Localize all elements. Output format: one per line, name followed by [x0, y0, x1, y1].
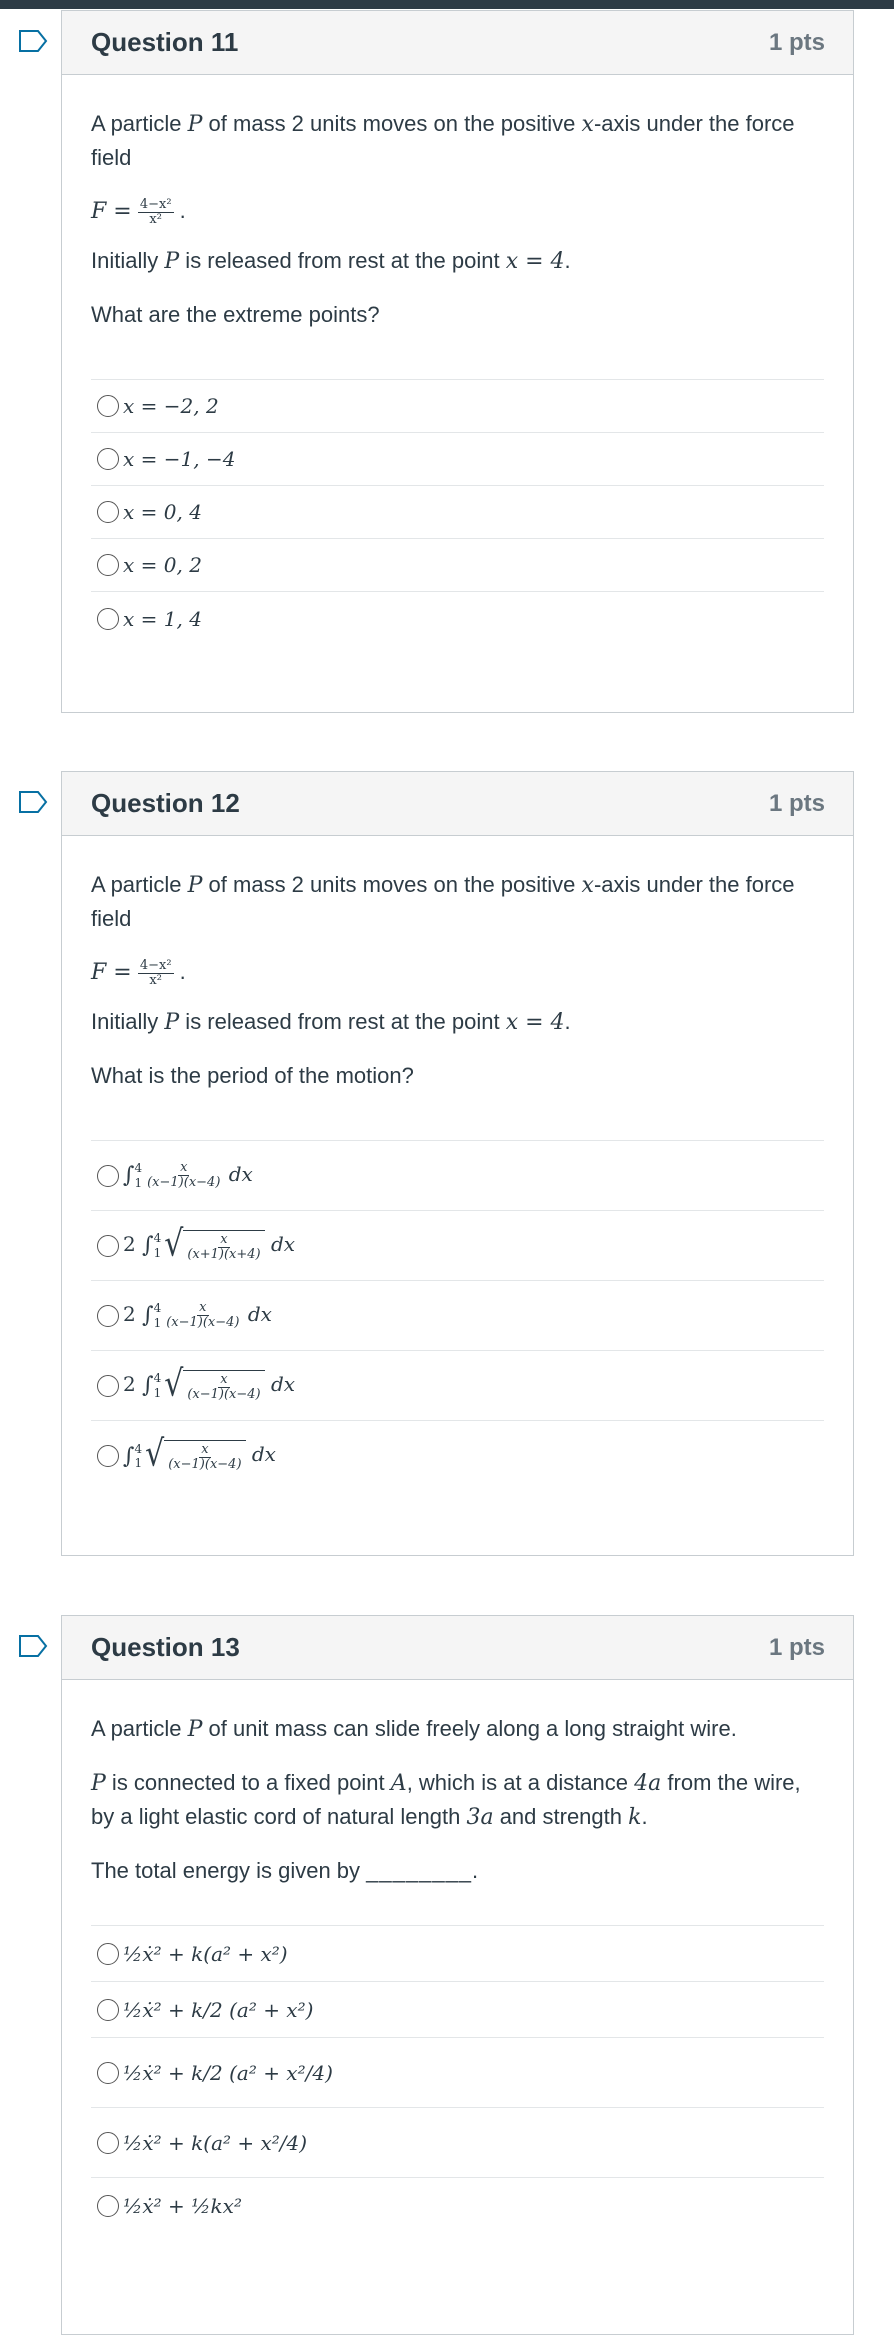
answer-expression: ½ẋ² + k/2 (a² + x²/4) [123, 2060, 333, 2085]
radio-button[interactable] [97, 448, 119, 470]
radio-button[interactable] [97, 1375, 119, 1397]
radio-button[interactable] [97, 1235, 119, 1257]
answer-option[interactable] [91, 1421, 824, 1491]
radio-button[interactable] [97, 1999, 119, 2021]
answer-option[interactable]: x = 0, 4 [91, 486, 824, 539]
flag-question-icon[interactable] [18, 29, 48, 53]
answer-expression: ∫ 4 1 $\frac{x}{(x-1)(x-4)}$ dx [123, 1160, 253, 1190]
question-title: Question 12 [91, 788, 240, 818]
answer-option[interactable] [91, 1926, 824, 1982]
answer-list [91, 1925, 824, 2234]
radio-button[interactable] [97, 554, 119, 576]
question-header [62, 772, 853, 836]
force-formula: F = $\frac{\text{4−x²}}{\text{x²}}$ . [91, 197, 186, 227]
answer-option[interactable]: x = 1, 4 [91, 592, 824, 645]
answer-option[interactable] [91, 2178, 824, 2234]
radio-button[interactable] [97, 2062, 119, 2084]
answer-option[interactable] [91, 1351, 824, 1421]
radio-button[interactable] [97, 2195, 119, 2217]
intro-paragraph: A particle P of mass 2 units moves on the positive x-axis under the force field [91, 872, 795, 931]
answer-option[interactable] [91, 1141, 824, 1211]
answer-option[interactable]: x = 0, 2 [91, 539, 824, 592]
answer-list [91, 379, 824, 645]
question-prompt: The total energy is given by ________. [91, 1858, 480, 1883]
question-text [91, 107, 824, 331]
initial-condition: Initially P is released from rest at the point x = 4. [91, 1009, 571, 1035]
answer-option[interactable] [91, 2108, 824, 2178]
question-points: 1 pts [768, 28, 825, 56]
radio-button[interactable] [97, 2132, 119, 2154]
radio-button[interactable] [97, 1943, 119, 1965]
answer-expression: ½ẋ² + k(a² + x²/4) [123, 2130, 308, 2155]
question-title: Question 11 [91, 27, 239, 57]
question-title: Question 13 [91, 1632, 240, 1662]
answer-expression: 2 ∫ 4 1 √ $\frac{x}{(x+1)(x+4)}$ dx [123, 1223, 296, 1266]
question-header [62, 1616, 853, 1680]
question-text [91, 868, 824, 1092]
force-formula: F = $\frac{\text{4−x²}}{\text{x²}}$ . [91, 958, 186, 988]
radio-button[interactable] [97, 1305, 119, 1327]
flag-question-icon[interactable] [18, 1634, 48, 1658]
question-points: 1 pts [768, 1633, 825, 1661]
answer-expression: ½ẋ² + k/2 (a² + x²) [123, 1997, 314, 2022]
flag-question-icon[interactable] [18, 790, 48, 814]
question-points: 1 pts [768, 789, 825, 817]
radio-button[interactable] [97, 395, 119, 417]
answer-option[interactable]: x = −2, 2 [91, 380, 824, 433]
question-prompt: What are the extreme points? [91, 302, 380, 327]
answer-list [91, 1140, 824, 1491]
intro-paragraph: A particle P of mass 2 units moves on the positive x-axis under the force field [91, 111, 795, 170]
question-prompt: What is the period of the motion? [91, 1063, 414, 1088]
question-12 [61, 771, 854, 1556]
radio-button[interactable] [97, 608, 119, 630]
answer-expression: ½ẋ² + ½kx² [123, 2194, 242, 2218]
radio-button[interactable] [97, 1165, 119, 1187]
answer-option[interactable] [91, 1281, 824, 1351]
question-13 [61, 1615, 854, 2335]
setup-paragraph: P is connected to a fixed point A, which is at a distance 4a from the wire, by a light elastic cord of natural length 3a and strength k. [91, 1770, 801, 1830]
question-11 [61, 10, 854, 713]
question-header [62, 11, 853, 75]
radio-button[interactable] [97, 501, 119, 523]
top-bar [0, 0, 894, 9]
radio-button[interactable] [97, 1445, 119, 1467]
intro-paragraph: A particle P of unit mass can slide freely along a long straight wire. [91, 1716, 737, 1742]
answer-option[interactable] [91, 2038, 824, 2108]
answer-option[interactable] [91, 1982, 824, 2038]
answer-expression: ∫ 4 1 √ $\frac{x}{(x-1)(x-4)}$ dx [123, 1433, 276, 1476]
answer-option[interactable] [91, 1211, 824, 1281]
initial-condition: Initially P is released from rest at the point x = 4. [91, 248, 571, 274]
answer-expression: ½ẋ² + k(a² + x²) [123, 1941, 288, 1966]
answer-expression: 2 ∫ 4 1 $\frac{x}{(x-1)(x-4)}$ dx [123, 1300, 272, 1330]
answer-option[interactable]: x = −1, −4 [91, 433, 824, 486]
question-text [91, 1712, 824, 1887]
answer-expression: 2 ∫ 4 1 √ $\frac{x}{(x-1)(x-4)}$ dx [123, 1363, 296, 1406]
